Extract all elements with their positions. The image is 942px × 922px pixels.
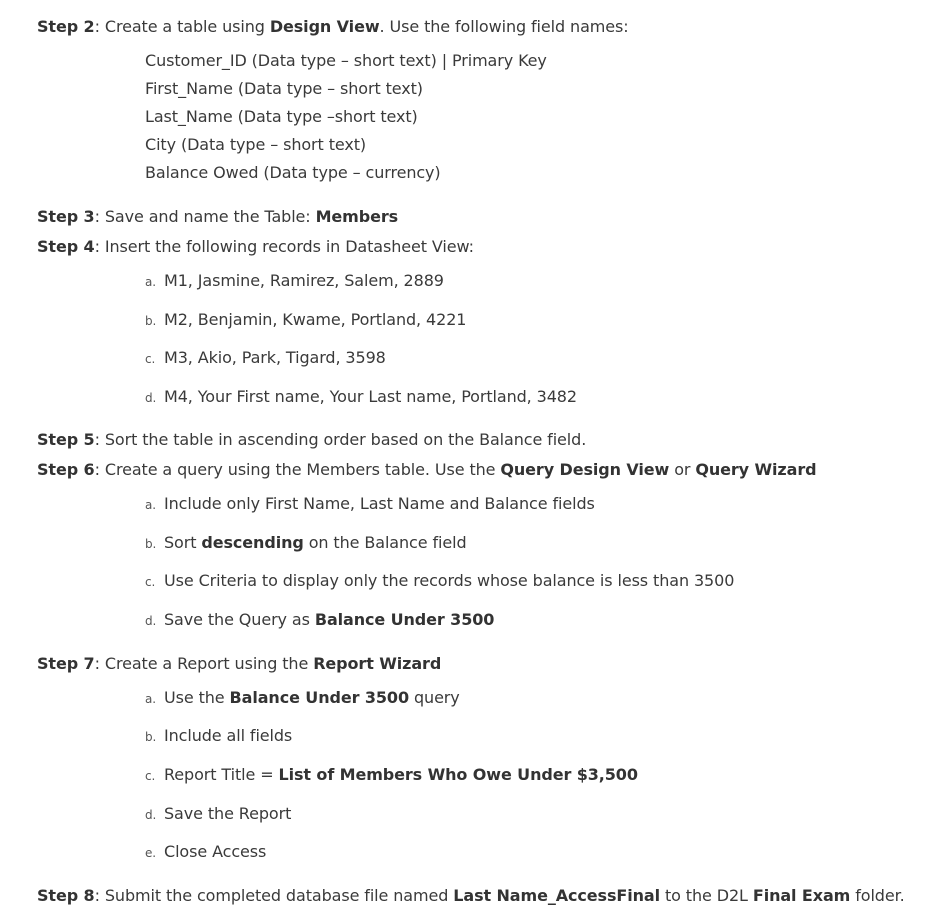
step-6-query-wizard: Query Wizard xyxy=(695,460,817,479)
item-text: Sort xyxy=(164,533,202,552)
item-bold-text: Balance Under 3500 xyxy=(314,610,495,629)
list-label: c. xyxy=(145,352,156,366)
item-text: Include all fields xyxy=(164,726,293,745)
item-text: Use Criteria to display only the records whose balance is less than 3500 xyxy=(164,571,735,590)
item-bold-text: List of Members Who Owe Under $3,500 xyxy=(278,765,638,784)
step-8-folder-name: Final Exam xyxy=(752,886,851,905)
item-text: Use the xyxy=(164,688,230,707)
step-8-text: : Submit the completed database file named xyxy=(94,886,454,905)
field-city: City (Data type – short text) xyxy=(145,135,367,154)
list-label: d. xyxy=(145,391,157,405)
list-label: b. xyxy=(145,730,157,744)
step-3-table-name: Members xyxy=(315,207,399,226)
step-7-item-a xyxy=(145,688,460,709)
step-2-text-end: . Use the following field names: xyxy=(379,17,629,36)
item-text-end: query xyxy=(408,688,460,707)
step-7-text: : Create a Report using the xyxy=(94,654,314,673)
step-6-item-a xyxy=(145,494,595,515)
field-balance-owed: Balance Owed (Data type – currency) xyxy=(145,163,441,182)
step-7-item-b xyxy=(145,726,292,747)
step-8-text-end: folder. xyxy=(850,886,905,905)
list-label: c. xyxy=(145,575,156,589)
item-text-end: on the Balance field xyxy=(303,533,467,552)
field-last-name: Last_Name (Data type –short text) xyxy=(145,107,418,126)
step-6-instruction xyxy=(37,460,816,480)
item-bold-text: Balance Under 3500 xyxy=(229,688,409,707)
list-label: d. xyxy=(145,808,157,822)
field-first-name: First_Name (Data type – short text) xyxy=(145,79,423,98)
step-4-item-c xyxy=(145,348,386,369)
step-8-file-name: Last Name_AccessFinal xyxy=(453,886,660,905)
step-2-design-view: Design View xyxy=(269,17,380,36)
list-label: a. xyxy=(145,275,156,289)
list-label: c. xyxy=(145,769,156,783)
step-7-instruction xyxy=(37,654,441,674)
step-4-text: : Insert the following records in Datasheet View: xyxy=(94,237,474,256)
step-7-item-c xyxy=(145,765,638,786)
step-4-item-b xyxy=(145,310,466,331)
item-text: Close Access xyxy=(164,842,267,861)
step-3-heading: Step 3 xyxy=(37,207,95,226)
step-7-item-d xyxy=(145,804,291,825)
step-8-instruction xyxy=(37,886,905,906)
step-6-query-design-view: Query Design View xyxy=(500,460,670,479)
record-text: M2, Benjamin, Kwame, Portland, 4221 xyxy=(164,310,467,329)
step-3-text: : Save and name the Table: xyxy=(94,207,316,226)
item-text: Save the Query as xyxy=(164,610,315,629)
field-customer-id: Customer_ID (Data type – short text) | Primary Key xyxy=(145,51,547,70)
list-label: a. xyxy=(145,498,156,512)
step-2-heading: Step 2 xyxy=(37,17,95,36)
step-5-text: : Sort the table in ascending order based on the Balance field. xyxy=(94,430,587,449)
list-label: e. xyxy=(145,846,156,860)
item-bold-text: descending xyxy=(201,533,304,552)
step-8-heading: Step 8 xyxy=(37,886,95,905)
step-2-instruction xyxy=(37,17,629,37)
step-6-or: or xyxy=(669,460,696,479)
record-text: M4, Your First name, Your Last name, Portland, 3482 xyxy=(164,387,577,406)
step-6-item-b xyxy=(145,533,467,554)
step-8-text-mid: to the D2L xyxy=(659,886,753,905)
step-2-text: : Create a table using xyxy=(94,17,270,36)
list-label: b. xyxy=(145,537,157,551)
step-6-item-d xyxy=(145,610,494,631)
step-6-heading: Step 6 xyxy=(37,460,95,479)
record-text: M1, Jasmine, Ramirez, Salem, 2889 xyxy=(164,271,444,290)
step-7-heading: Step 7 xyxy=(37,654,95,673)
step-7-item-e xyxy=(145,842,266,863)
step-6-item-c xyxy=(145,571,734,592)
list-label: b. xyxy=(145,314,157,328)
list-label: a. xyxy=(145,692,156,706)
step-4-instruction xyxy=(37,237,474,257)
step-3-instruction xyxy=(37,207,398,227)
step-4-heading: Step 4 xyxy=(37,237,95,256)
list-label: d. xyxy=(145,614,157,628)
record-text: M3, Akio, Park, Tigard, 3598 xyxy=(164,348,386,367)
item-text: Include only First Name, Last Name and Balance fields xyxy=(164,494,595,513)
item-text: Report Title = xyxy=(164,765,279,784)
step-4-item-d xyxy=(145,387,577,408)
step-4-item-a xyxy=(145,271,444,292)
step-5-instruction xyxy=(37,430,586,450)
step-7-report-wizard: Report Wizard xyxy=(313,654,442,673)
step-5-heading: Step 5 xyxy=(37,430,95,449)
step-6-text: : Create a query using the Members table. Use the xyxy=(94,460,501,479)
item-text: Save the Report xyxy=(164,804,292,823)
